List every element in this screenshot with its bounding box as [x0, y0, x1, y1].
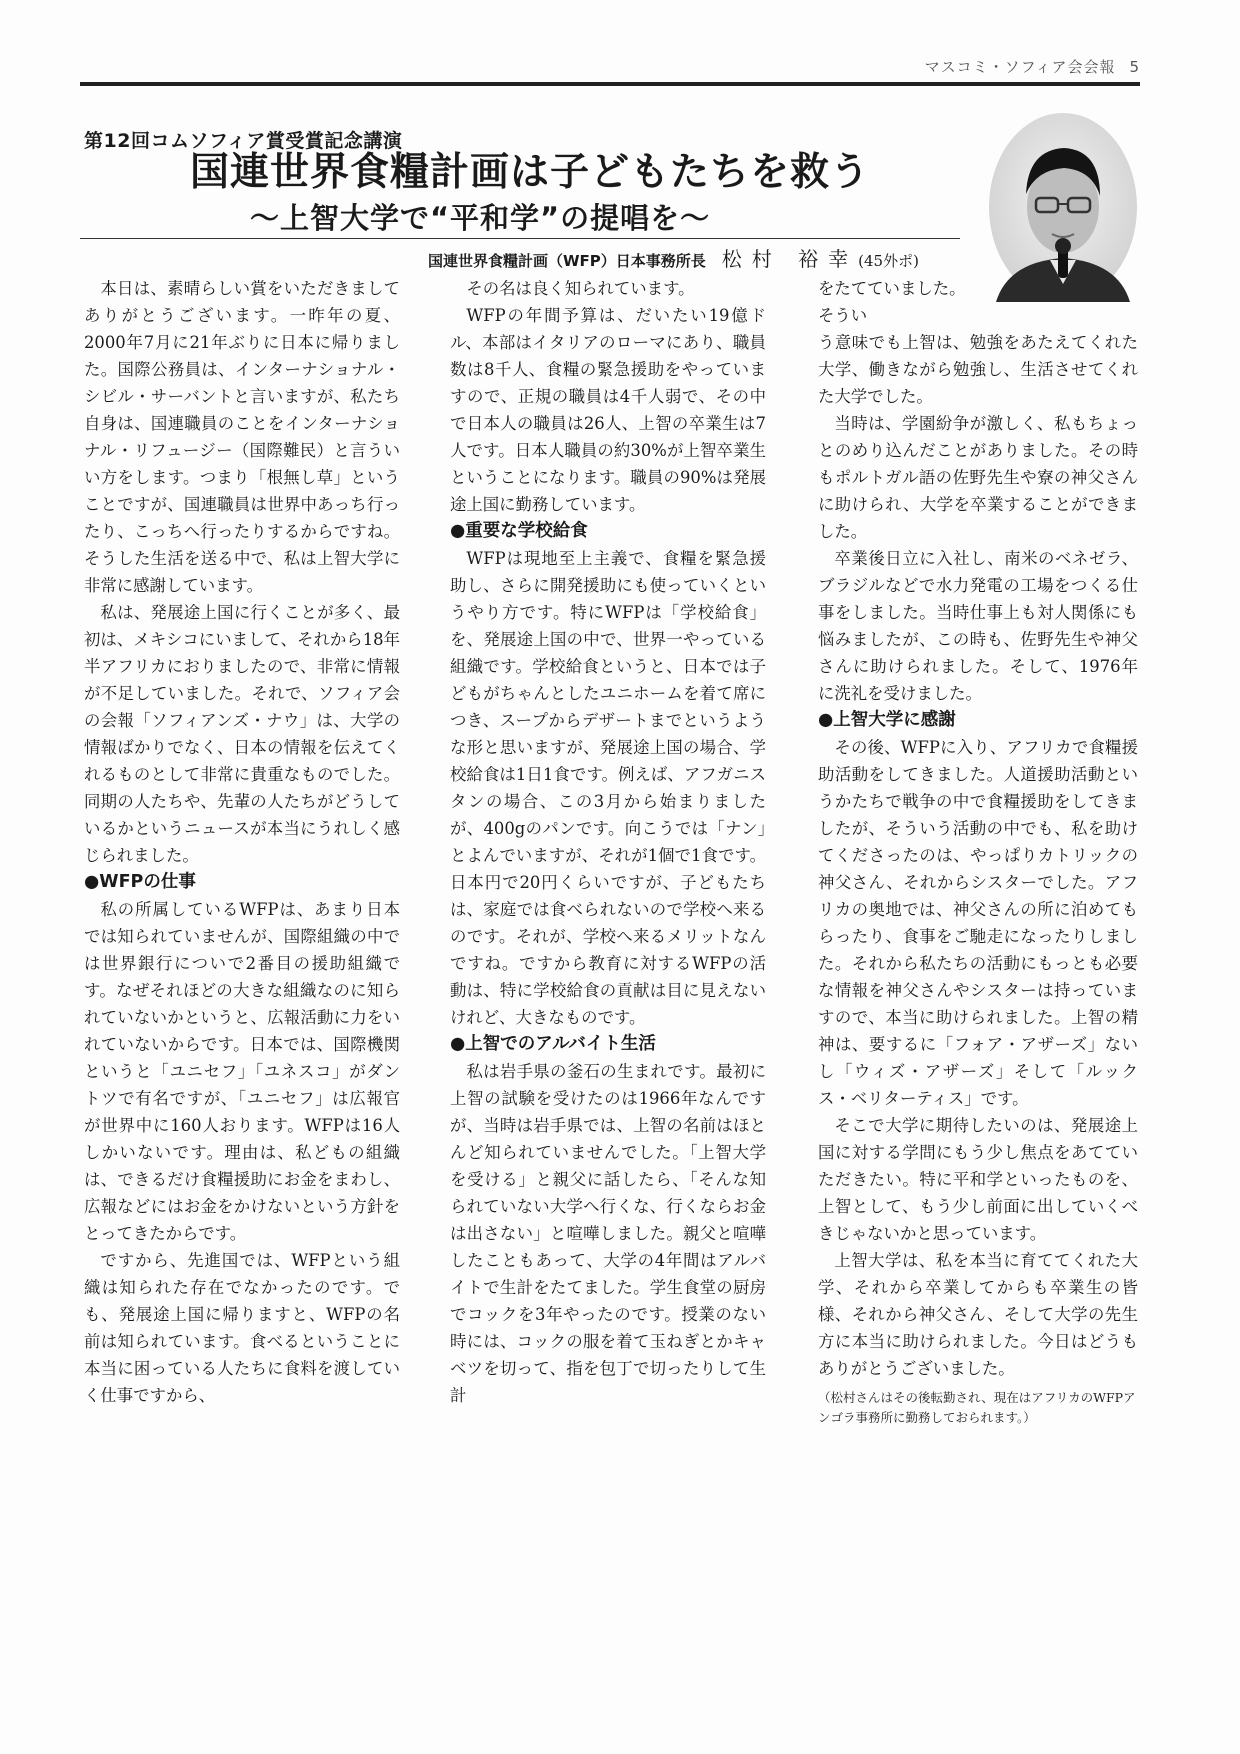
section-heading: ●重要な学校給食 [450, 521, 588, 541]
section-heading: ●上智でのアルバイト生活 [450, 1034, 656, 1054]
article-column-2 [450, 275, 766, 1409]
byline [428, 243, 919, 272]
paragraph: ですから、先進国では、WFPという組織は知られた存在でなかったのです。でも、発展途上国に帰りますと、WFPの名前は知られています。食べるということに本当に困っている人たちに食料を渡していく仕事ですから、 [84, 1251, 400, 1405]
paragraph: 卒業後日立に入社し、南米のベネゼラ、ブラジルなどで水力発電の工場をつくる仕事をしました。当時仕事上も対人関係にも悩みましたが、この時も、佐野先生や神父さんに助けられました。そして、1976年に洗礼を受けました。 [818, 549, 1138, 703]
paragraph: WFPは現地至上主義で、食糧を緊急援助し、さらに開発援助にも使っていくというやり方です。特にWFPは「学校給食」を、発展途上国の中で、世界一やっている組織です。学校給食というと、日本では子どもがちゃんとしたユニホームを着て席につき、スープからデザートまでというような形と思いますが、発展途上国の場合、学校給食は1日1食です。例えば、アフガニスタンの場合、この3月から始まりましたが、400gのパンです。向こうでは「ナン」とよんでいますが、それが1個で1食です。日本円で20円くらいですが、子どもたちは、家庭では食べられないので学校へ来るのです。それが、学校へ来るメリットなんですね。ですから教育に対するWFPの活動は、特に学校給食の貢献は目に見えないけれど、大きなものです。 [450, 549, 766, 1027]
header-rule [80, 82, 1140, 86]
byline-name: 松村 裕幸 [721, 247, 859, 271]
paragraph: その名は良く知られています。 [466, 279, 695, 298]
paragraph: 私は、発展途上国に行くことが多く、最初は、メキシコにいまして、それから18年半アフリカにおりましたので、非常に情報が不足していました。それで、ソフィア会の会報「ソフィアンズ・ナウ」は、大学の情報ばかりでなく、日本の情報を伝えてくれるものとして非常に貴重なものでした。同期の人たちや、先輩の人たちがどうしているかというニュースが本当にうれしく感じられました。 [84, 603, 400, 865]
event-label: 第12回コムソフィア賞受賞記念講演 [84, 130, 403, 152]
paragraph: WFPの年間予算は、だいたい19億ドル、本部はイタリアのローマにあり、職員数は8千人、食糧の緊急援助をやっていますので、正規の職員は4千人弱で、その中で日本人の職員は26人、上智の卒業生は7人です。日本人職員の約30%が上智卒業生ということになります。職員の90%は発展途上国に勤務しています。 [450, 306, 766, 514]
paragraph: 当時は、学園紛争が激しく、私もちょっとのめり込んだことがありました。その時もポルトガル語の佐野先生や寮の神父さんに助けられ、大学を卒業することができました。 [818, 414, 1138, 541]
paragraph: 上智大学は、私を本当に育ててくれた大学、それから卒業してからも卒業生の皆様、それから神父さん、そして大学の先生方に本当に助けられました。今日はどうもありがとうございました。 [818, 1251, 1138, 1378]
paragraph: う意味でも上智は、勉強をあたえてくれた大学、働きながら勉強し、生活させてくれた大学でした。 [818, 333, 1138, 406]
paragraph: 私の所属しているWFPは、あまり日本では知られていませんが、国際組織の中では世界銀行についで2番目の援助組織です。なぜそれほどの大きな組織なのに知られていないかというと、広報活動に力をいれていないからです。日本では、国際機関というと「ユニセフ」「ユネスコ」がダントツで有名ですが、「ユニセフ」は広報官が世界中に160人おります。WFPは16人しかいないです。理由は、私どもの組織は、できるだけ食糧援助にお金をまわし、広報などにはお金をかけないという方針をとってきたからです。 [84, 900, 400, 1243]
page-number: 5 [1129, 58, 1140, 76]
article-title: 国連世界食糧計画は子どもたちを救う [190, 149, 871, 195]
paragraph: 本日は、素晴らしい賞をいただきましてありがとうございます。一昨年の夏、2000年7月に21年ぶりに日本に帰りました。国際公務員は、インターナショナル・シビル・サーバントと言いますが、私たち自身は、国連職員のことをインターナショナル・リフュージー（国際難民）と言ういい方をします。つまり「根無し草」ということですが、国連職員は世界中あっち行ったり、こっちへ行ったりするからですね。そうした生活を送る中で、私は上智大学に非常に感謝しています。 [84, 279, 400, 595]
byline-class: (45外ポ) [858, 252, 919, 270]
paragraph-wrap: をたてていました。そうい [818, 279, 966, 325]
publication-name: マスコミ・ソフィア会会報 [924, 58, 1116, 76]
speaker-photo [988, 112, 1138, 302]
editor-note: （松村さんはその後転勤され、現在はアフリカのWFPアンゴラ事務所に勤務しておられます。） [818, 1390, 1136, 1425]
byline-organization: 国連世界食糧計画（WFP）日本事務所長 [428, 252, 706, 270]
article-column-1 [84, 275, 400, 1409]
title-rule [80, 238, 960, 239]
section-heading: ●WFPの仕事 [84, 872, 196, 892]
section-heading: ●上智大学に感謝 [818, 710, 956, 730]
paragraph: 私は岩手県の釜石の生まれです。最初に上智の試験を受けたのは1966年なんですが、当時は岩手県では、上智の名前はほとんど知られていませんでした。「上智大学を受ける」と親父に話したら、「そんな知られていない大学へ行くな、行くならお金は出さない」と喧嘩しました。親父と喧嘩したこともあって、大学の4年間はアルバイトで生計をたてました。学生食堂の厨房でコックを3年やったのです。授業のない時には、コックの服を着て玉ねぎとかキャベツを切って、指を包丁で切ったりして生計 [450, 1062, 766, 1405]
paragraph: その後、WFPに入り、アフリカで食糧援助活動をしてきました。人道援助活動というかたちで戦争の中で食糧援助をしてきましたが、そういう活動の中でも、私を助けてくださったのは、やっぱりカトリックの神父さん、それからシスターでした。アフリカの奥地では、神父さんの所に泊めてもらったり、食事をご馳走になったりしました。それから私たちの活動にもっとも必要な情報を神父さんやシスターは持っていますので、本当に助けられました。上智の精神は、要するに「フォア・アザーズ」ないし「ウィズ・アザーズ」そして「ルックス・ベリターティス」です。 [818, 738, 1138, 1108]
article-column-3 [818, 275, 1138, 1428]
article-subtitle: ～上智大学で“平和学”の提唱を～ [250, 201, 711, 235]
running-head [925, 56, 1140, 77]
paragraph: そこで大学に期待したいのは、発展途上国に対する学問にもう少し焦点をあてていただきたい。特に平和学といったものを、上智として、もう少し前面に出していくべきじゃないかと思っています。 [818, 1116, 1138, 1243]
